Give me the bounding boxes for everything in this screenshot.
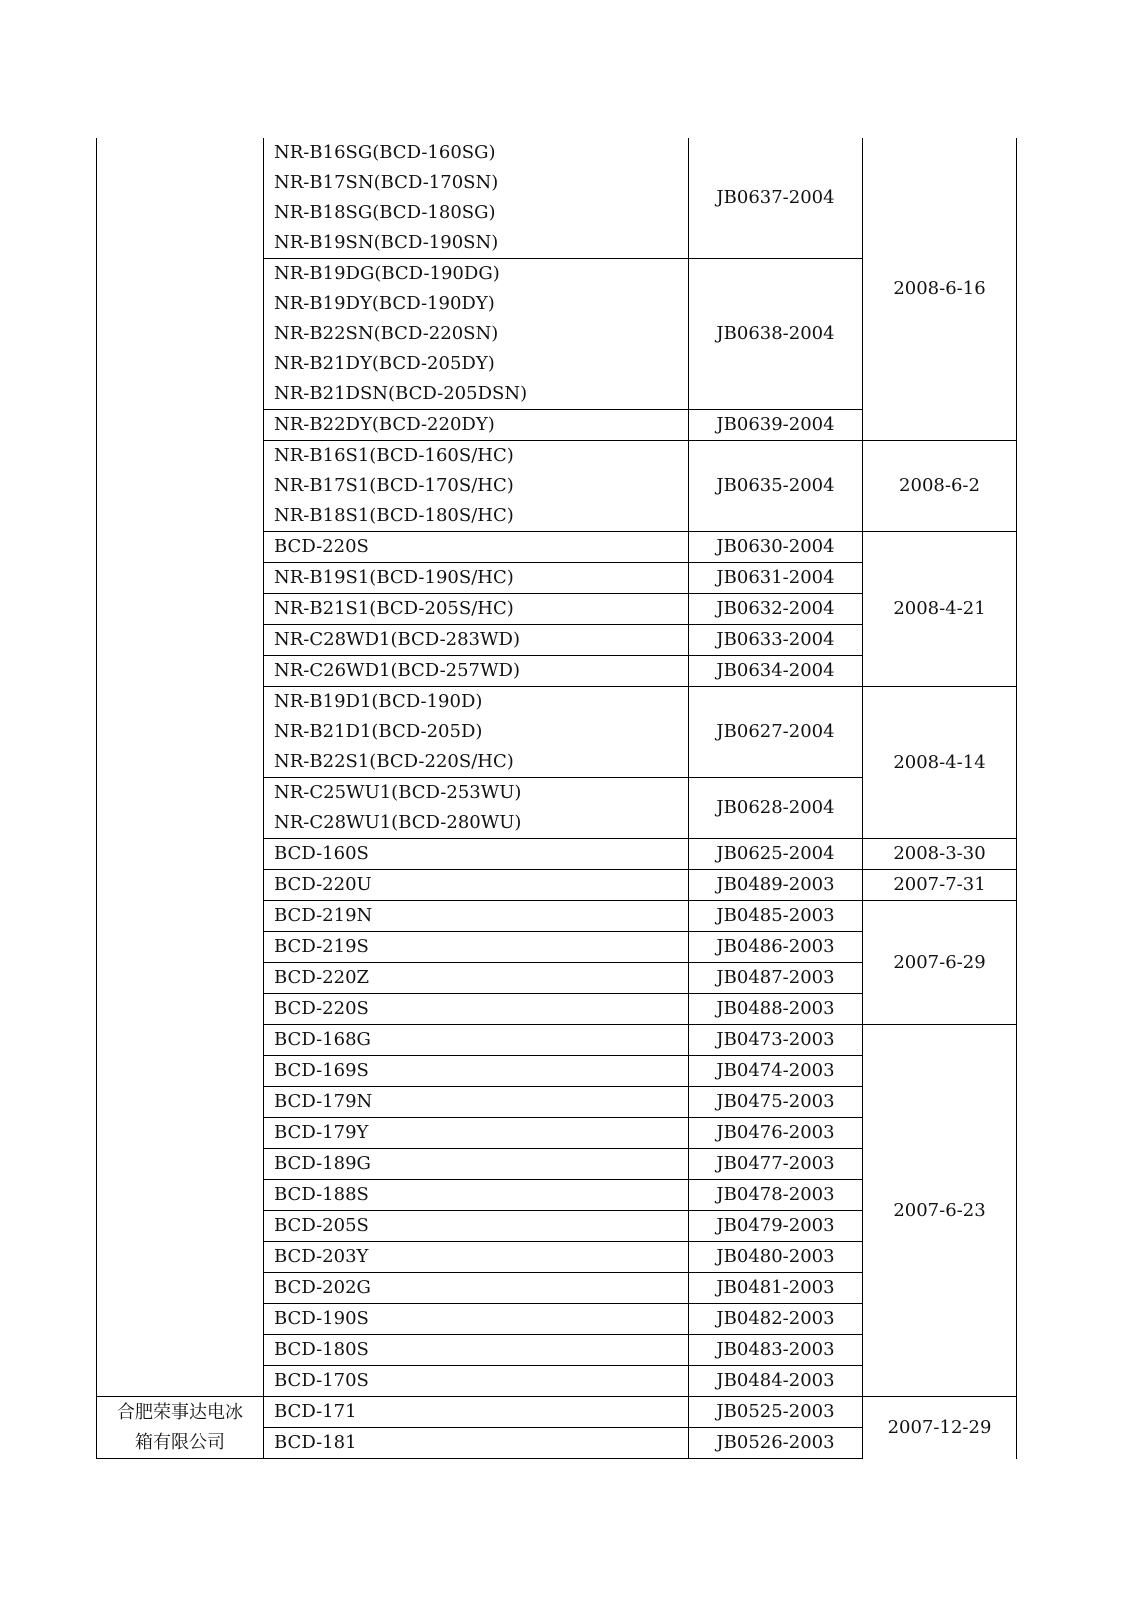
model-name: BCD-171: [274, 1401, 357, 1422]
approval-date: 2008-3-30: [863, 839, 1017, 870]
model-name: NR-B21DSN(BCD-205DSN): [274, 383, 528, 404]
model-name: NR-B18SG(BCD-180SG): [274, 202, 496, 223]
certificate-number: JB0630-2004: [689, 532, 863, 563]
approval-date: 2007-7-31: [863, 870, 1017, 901]
model-cell: [264, 1056, 689, 1087]
certificate-number: JB0477-2003: [689, 1149, 863, 1180]
model-name: BCD-189G: [274, 1153, 371, 1174]
approval-date: 2008-4-14: [863, 687, 1017, 839]
certificate-number: JB0525-2003: [689, 1397, 863, 1428]
model-cell: [264, 410, 689, 441]
model-name: NR-C28WU1(BCD-280WU): [274, 812, 522, 833]
table-row: [97, 138, 1017, 259]
model-cell: [264, 625, 689, 656]
model-name: BCD-179N: [274, 1091, 373, 1112]
certificate-number: JB0634-2004: [689, 656, 863, 687]
certificate-number: JB0625-2004: [689, 839, 863, 870]
approval-date: 2007-12-29: [863, 1397, 1017, 1459]
model-name: BCD-190S: [274, 1308, 369, 1329]
model-cell: [264, 963, 689, 994]
certificate-number: JB0486-2003: [689, 932, 863, 963]
certificate-number: JB0474-2003: [689, 1056, 863, 1087]
model-name: NR-B17S1(BCD-170S/HC): [274, 475, 514, 496]
company-name-line: 合肥荣事达电冰: [117, 1401, 243, 1423]
approval-date: 2008-4-21: [863, 532, 1017, 687]
approval-date: 2008-6-16: [863, 138, 1017, 441]
model-cell: [264, 1366, 689, 1397]
model-name: NR-B16SG(BCD-160SG): [274, 142, 496, 163]
model-cell: [264, 1397, 689, 1428]
certificate-number: JB0476-2003: [689, 1118, 863, 1149]
model-name: BCD-203Y: [274, 1246, 369, 1267]
certificate-number: JB0481-2003: [689, 1273, 863, 1304]
model-name: NR-B21DY(BCD-205DY): [274, 353, 495, 374]
certificate-number: JB0489-2003: [689, 870, 863, 901]
certificate-number: JB0637-2004: [689, 138, 863, 259]
model-name: BCD-220Z: [274, 967, 370, 988]
certificate-number: JB0632-2004: [689, 594, 863, 625]
model-name: BCD-160S: [274, 843, 369, 864]
model-cell: [264, 259, 689, 410]
model-name: NR-B22SN(BCD-220SN): [274, 323, 499, 344]
model-name: NR-B21D1(BCD-205D): [274, 721, 483, 742]
model-name: BCD-205S: [274, 1215, 369, 1236]
approval-date: 2007-6-29: [863, 901, 1017, 1025]
model-name: BCD-220S: [274, 998, 369, 1019]
model-name: BCD-179Y: [274, 1122, 369, 1143]
certificate-number: JB0482-2003: [689, 1304, 863, 1335]
model-cell: [264, 532, 689, 563]
model-cell: [264, 932, 689, 963]
approval-date: 2007-6-23: [863, 1025, 1017, 1397]
model-name: NR-B22DY(BCD-220DY): [274, 414, 495, 435]
company-cell: [97, 1397, 264, 1459]
certificate-number: JB0638-2004: [689, 259, 863, 410]
model-name: BCD-181: [274, 1432, 357, 1453]
certificate-number: JB0628-2004: [689, 778, 863, 839]
certificate-number: JB0478-2003: [689, 1180, 863, 1211]
model-cell: [264, 594, 689, 625]
model-cell: [264, 1180, 689, 1211]
model-cell: [264, 687, 689, 778]
model-cell: [264, 1335, 689, 1366]
model-cell: [264, 870, 689, 901]
model-name: BCD-188S: [274, 1184, 369, 1205]
model-name: BCD-169S: [274, 1060, 369, 1081]
model-cell: [264, 1149, 689, 1180]
certificate-number: JB0483-2003: [689, 1335, 863, 1366]
model-cell: [264, 1428, 689, 1459]
model-name: BCD-168G: [274, 1029, 371, 1050]
model-cell: [264, 994, 689, 1025]
model-cell: [264, 563, 689, 594]
model-name: BCD-219S: [274, 936, 369, 957]
model-cell: [264, 1211, 689, 1242]
model-cell: [264, 138, 689, 259]
certificate-number: JB0635-2004: [689, 441, 863, 532]
model-cell: [264, 901, 689, 932]
model-cell: [264, 1304, 689, 1335]
model-name: NR-B22S1(BCD-220S/HC): [274, 751, 514, 772]
model-name: BCD-220U: [274, 874, 372, 895]
model-name: NR-C28WD1(BCD-283WD): [274, 629, 520, 650]
model-name: NR-B19SN(BCD-190SN): [274, 232, 499, 253]
certificate-number: JB0488-2003: [689, 994, 863, 1025]
model-name: BCD-219N: [274, 905, 373, 926]
model-cell: [264, 1273, 689, 1304]
certificate-number: JB0480-2003: [689, 1242, 863, 1273]
certificate-number: JB0473-2003: [689, 1025, 863, 1056]
model-name: NR-B19S1(BCD-190S/HC): [274, 567, 514, 588]
model-name: NR-B17SN(BCD-170SN): [274, 172, 499, 193]
certificate-number: JB0639-2004: [689, 410, 863, 441]
model-name: NR-B19DG(BCD-190DG): [274, 263, 500, 284]
model-name: NR-B19DY(BCD-190DY): [274, 293, 495, 314]
model-name: BCD-170S: [274, 1370, 369, 1391]
certificate-number: JB0526-2003: [689, 1428, 863, 1459]
model-name: NR-B16S1(BCD-160S/HC): [274, 445, 514, 466]
certification-table: [96, 138, 1017, 1459]
company-name-line: 箱有限公司: [135, 1431, 225, 1453]
model-name: NR-C25WU1(BCD-253WU): [274, 782, 522, 803]
table-row: [97, 1397, 1017, 1428]
model-name: NR-B19D1(BCD-190D): [274, 691, 483, 712]
model-cell: [264, 1118, 689, 1149]
approval-date: 2008-6-2: [863, 441, 1017, 532]
certificate-number: JB0631-2004: [689, 563, 863, 594]
model-name: NR-B21S1(BCD-205S/HC): [274, 598, 514, 619]
model-cell: [264, 1025, 689, 1056]
model-cell: [264, 441, 689, 532]
certificate-number: JB0479-2003: [689, 1211, 863, 1242]
certificate-number: JB0475-2003: [689, 1087, 863, 1118]
certificate-number: JB0485-2003: [689, 901, 863, 932]
company-cell: [97, 138, 264, 1397]
certificate-number: JB0633-2004: [689, 625, 863, 656]
model-cell: [264, 656, 689, 687]
model-cell: [264, 778, 689, 839]
model-cell: [264, 1087, 689, 1118]
certificate-number: JB0627-2004: [689, 687, 863, 778]
model-name: BCD-180S: [274, 1339, 369, 1360]
model-name: BCD-220S: [274, 536, 369, 557]
model-cell: [264, 1242, 689, 1273]
certificate-number: JB0484-2003: [689, 1366, 863, 1397]
model-name: NR-C26WD1(BCD-257WD): [274, 660, 520, 681]
model-cell: [264, 839, 689, 870]
model-name: NR-B18S1(BCD-180S/HC): [274, 505, 514, 526]
certificate-number: JB0487-2003: [689, 963, 863, 994]
model-name: BCD-202G: [274, 1277, 371, 1298]
